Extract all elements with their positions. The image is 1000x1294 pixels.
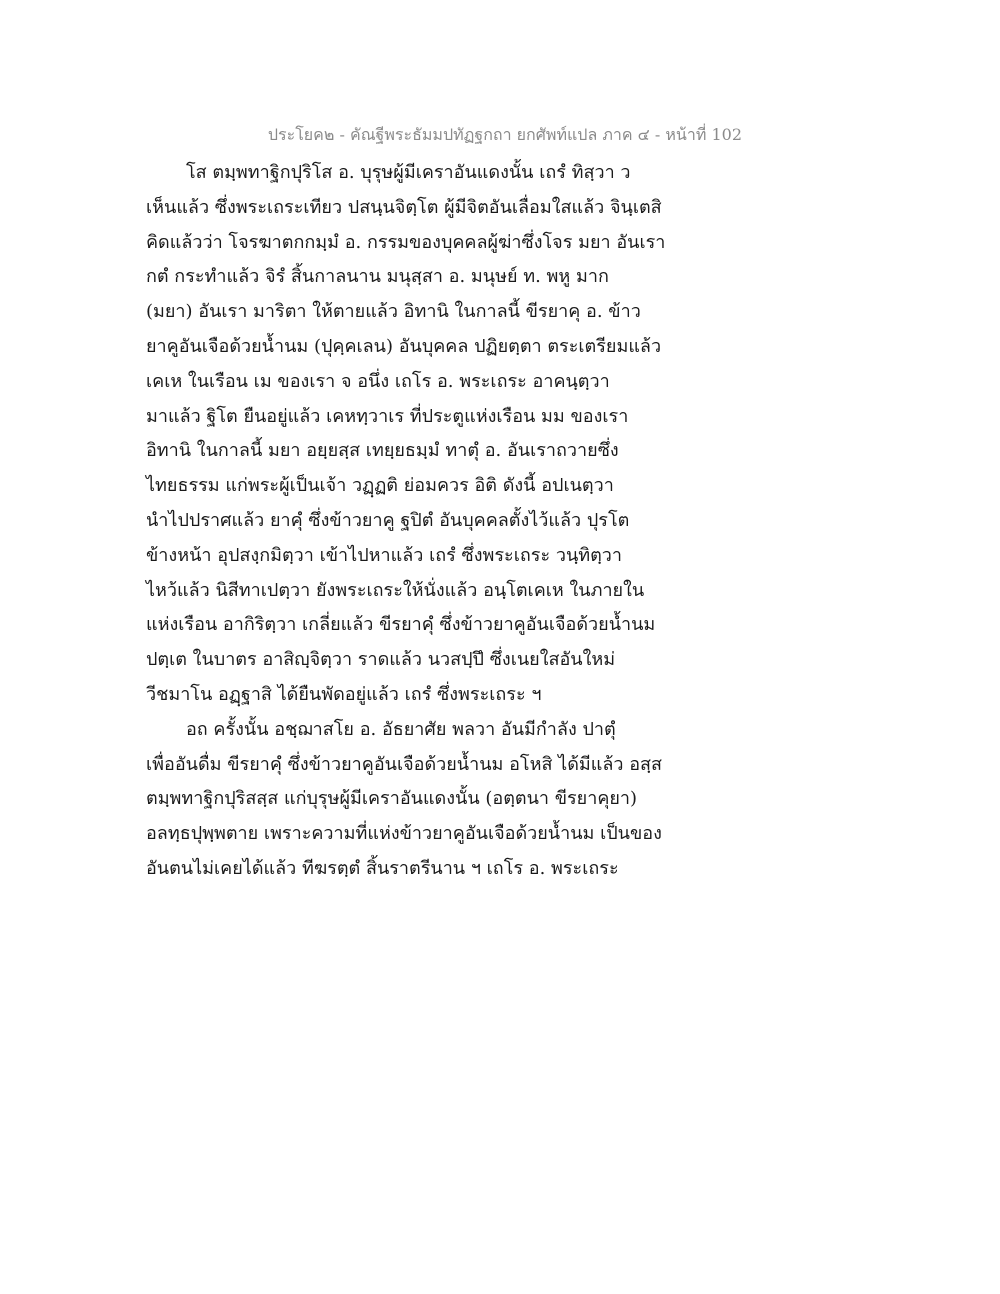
text-line: แห่งเรือน อากิริตฺวา เกลี่ยแล้ว ขีรยาคุํ ซึ่งข้าวยาคูอันเจือด้วยน้ำนม	[146, 614, 656, 636]
text-line: ปตฺเต ในบาตร อาสิญฺจิตฺวา ราดแล้ว นวสปฺปึ ซึ่งเนยใสอันใหม่	[146, 649, 616, 671]
text-line: วีชมาโน อฏฺฐาสิ ได้ยืนพัดอยู่แล้ว เถรํ ซึ่งพระเถระ ฯ	[146, 683, 542, 705]
text-line: อันตนไม่เคยได้แล้ว ทีฆรตฺตํ สิ้นราตรีนาน ฯ เถโร อ. พระเถระ	[146, 857, 619, 879]
text-line: อลทฺธปุพฺพตาย เพราะความที่แห่งข้าวยาคูอันเจือด้วยน้ำนม เป็นของ	[146, 823, 662, 845]
text-line: ไทยธรรม แก่พระผู้เป็นเจ้า วฏฺฏติ ย่อมควร อิติ ดังนี้ อปเนตฺวา	[146, 475, 614, 497]
text-line-paragraph-start: โส ตมฺพทาฐิกปุริโส อ. บุรุษผู้มีเคราอันแดงนั้น เถรํ ทิสฺวา ว	[186, 162, 631, 183]
text-line: กตํ กระทำแล้ว จิรํ สิ้นกาลนาน มนุสฺสา อ. มนุษย์ ท. พหู มาก	[146, 266, 609, 288]
text-line: (มยา) อันเรา มาริตา ให้ตายแล้ว อิทานิ ในกาลนี้ ขีรยาคุ อ. ข้าว	[146, 301, 641, 323]
text-line: เพื่ออันดื่ม ขีรยาคุํ ซึ่งข้าวยาคูอันเจือด้วยน้ำนม อโหสิ ได้มีแล้ว อสฺส	[146, 753, 663, 775]
text-line: อิทานิ ในกาลนี้ มยา อยฺยสฺส เทยฺยธมฺมํ ทาตุํ อ. อันเราถวายซึ่ง	[146, 440, 619, 462]
running-header: ประโยค๒ - คัณฐีพระธัมมปทัฏฐกถา ยกศัพท์แปล ภาค ๔ - หน้าที่ 102	[267, 125, 742, 144]
text-line-paragraph-start: อถ ครั้งนั้น อชฺฌาสโย อ. อัธยาศัย พลวา อันมีกำลัง ปาตุํ	[186, 718, 616, 740]
text-line: มาแล้ว ฐิโต ยืนอยู่แล้ว เคหทฺวาเร ที่ประตูแห่งเรือน มม ของเรา	[146, 405, 629, 427]
text-line: คิดแล้วว่า โจรฆาตกกมฺมํ อ. กรรมของบุคคลผู้ฆ่าซึ่งโจร มยา อันเรา	[146, 231, 666, 253]
text-line: นำไปปราศแล้ว ยาคุํ ซึ่งข้าวยาคู ฐปิตํ อันบุคคลตั้งไว้แล้ว ปุรโต	[146, 509, 630, 531]
text-line: ตมฺพทาฐิกปุริสสฺส แก่บุรุษผู้มีเคราอันแดงนั้น (อตฺตนา ขีรยาคุยา)	[146, 788, 638, 810]
body-text	[146, 156, 706, 887]
text-line: เห็นแล้ว ซึ่งพระเถระเทียว ปสนฺนจิตฺโต ผู้มีจิตอันเลื่อมใสแล้ว จินฺเตสิ	[146, 196, 662, 218]
text-line: ข้างหน้า อุปสงฺกมิตฺวา เข้าไปหาแล้ว เถรํ ซึ่งพระเถระ วนฺทิตฺวา	[146, 544, 623, 566]
text-line: ไหว้แล้ว นิสีทาเปตฺวา ยังพระเถระให้นั่งแล้ว อนฺโตเคเห ในภายใน	[146, 579, 645, 601]
text-line: เคเห ในเรือน เม ของเรา จ อนึ่ง เถโร อ. พระเถระ อาคนฺตฺวา	[146, 370, 610, 392]
text-line: ยาคูอันเจือด้วยน้ำนม (ปุคฺคเลน) อันบุคคล ปฏิยตฺตา ตระเตรียมแล้ว	[146, 335, 662, 357]
